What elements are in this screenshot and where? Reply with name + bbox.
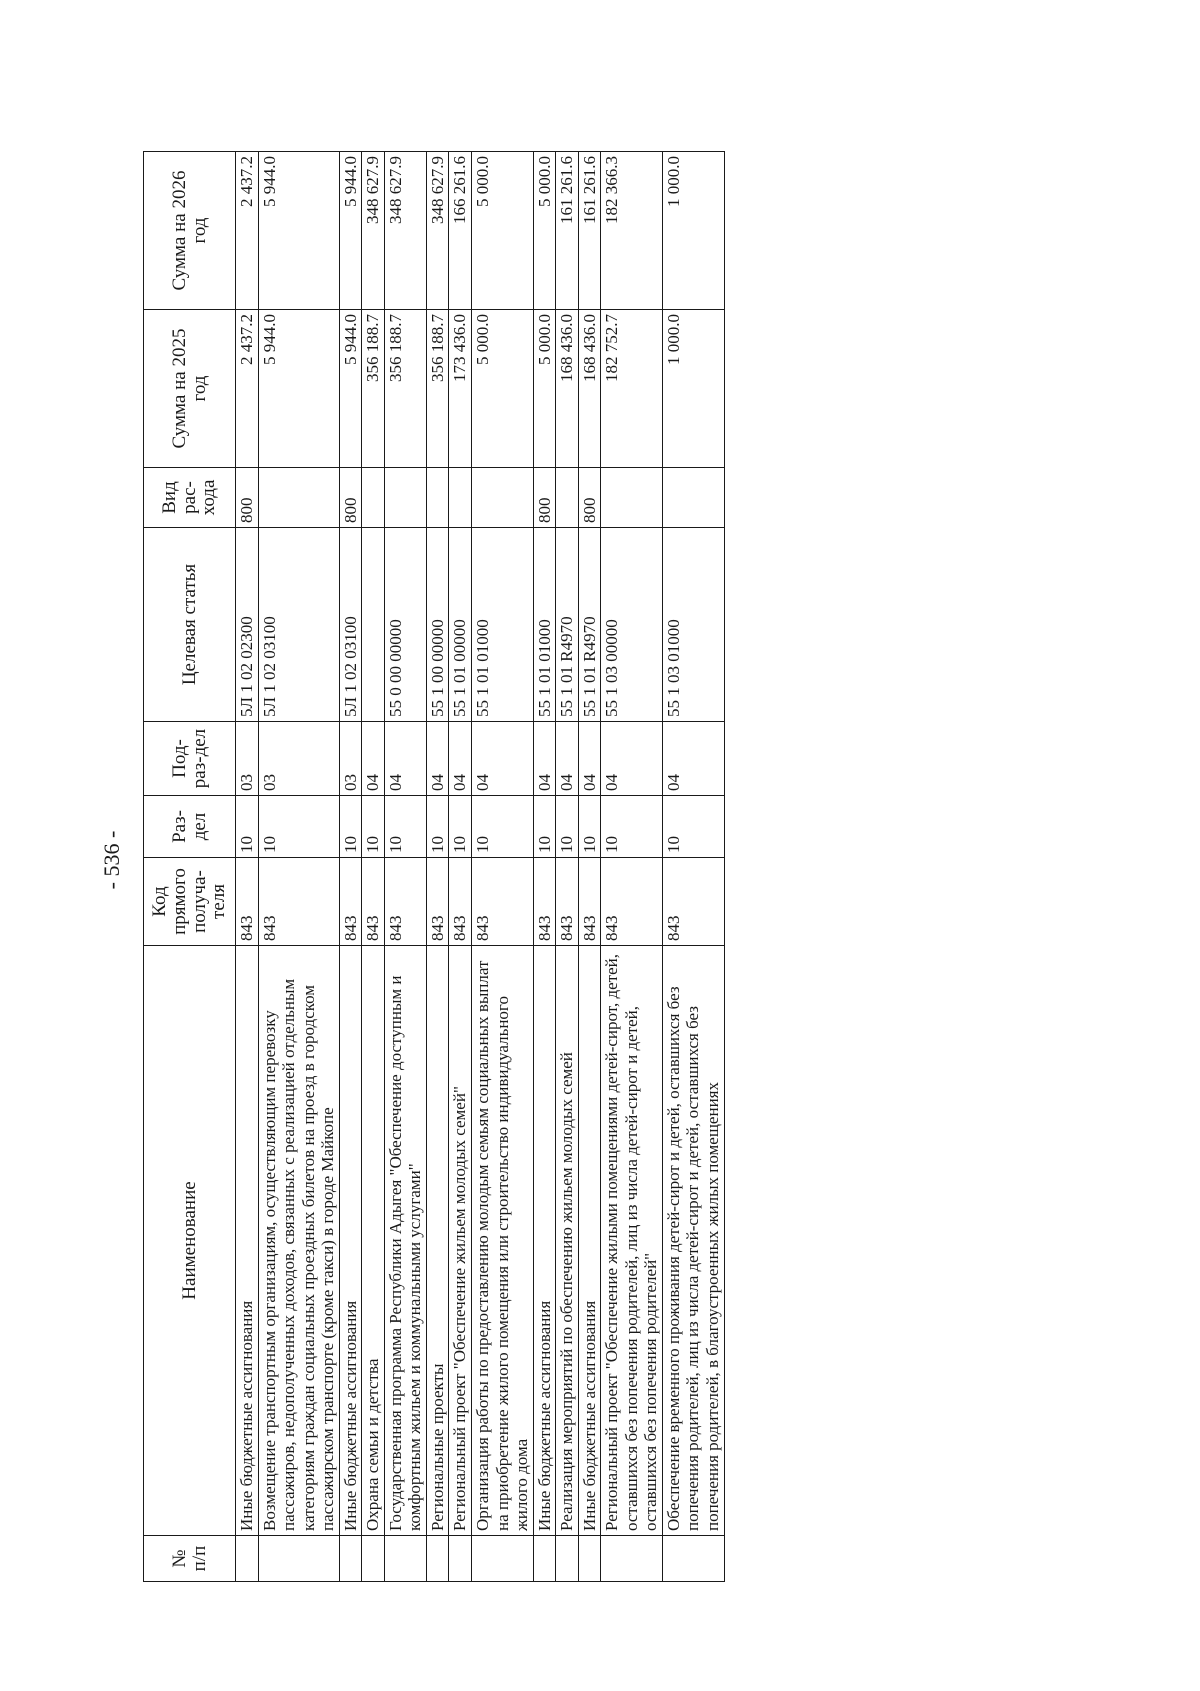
- cell-name: Реализация мероприятий по обеспечению жильем молодых семей: [556, 946, 579, 1536]
- cell-expense: 800: [236, 468, 259, 528]
- header-target: Целевая статья: [144, 528, 236, 722]
- table-row: [384, 152, 426, 1582]
- table-row: [472, 152, 534, 1582]
- cell-num: [258, 1536, 339, 1582]
- cell-sum2025: 356 188.7: [426, 310, 449, 468]
- cell-sum2025: 5 000.0: [533, 310, 556, 468]
- cell-subsection: 04: [449, 722, 472, 796]
- cell-num: [362, 1536, 385, 1582]
- header-sum-2026: Сумма на 2026 год: [144, 152, 236, 310]
- cell-code: 843: [339, 858, 362, 946]
- cell-sum2026: 182 366.3: [601, 152, 663, 310]
- cell-name: Возмещение транспортным организациям, осуществляющим перевозку пассажиров, недополученных доходов, связанных с реализацией отдельным категориям граждан социальных проездных билетов на проезд в городском пассажирском транспорте (кроме такси) в городе Майкопе: [258, 946, 339, 1536]
- cell-num: [556, 1536, 579, 1582]
- cell-name: Региональные проекты: [426, 946, 449, 1536]
- cell-subsection: 04: [578, 722, 601, 796]
- cell-code: 843: [362, 858, 385, 946]
- cell-name: Обеспечение временного проживания детей-сирот и детей, оставшихся без попечения родителей, лиц из числа детей-сирот и детей, оставшихся без попечения родителей, в благоустроенных жилых помещениях: [662, 946, 724, 1536]
- cell-code: 843: [449, 858, 472, 946]
- cell-code: 843: [556, 858, 579, 946]
- cell-section: 10: [662, 796, 724, 858]
- cell-section: 10: [236, 796, 259, 858]
- cell-name: Иные бюджетные ассигнования: [339, 946, 362, 1536]
- cell-sum2026: 348 627.9: [362, 152, 385, 310]
- cell-sum2026: 348 627.9: [384, 152, 426, 310]
- cell-num: [384, 1536, 426, 1582]
- cell-target: 55 1 00 00000: [426, 528, 449, 722]
- cell-sum2026: 5 944.0: [258, 152, 339, 310]
- cell-target: [362, 528, 385, 722]
- cell-section: 10: [339, 796, 362, 858]
- cell-expense: 800: [339, 468, 362, 528]
- cell-sum2025: 182 752.7: [601, 310, 663, 468]
- cell-name: Региональный проект "Обеспечение жильем молодых семей": [449, 946, 472, 1536]
- cell-subsection: 04: [662, 722, 724, 796]
- cell-subsection: 04: [384, 722, 426, 796]
- cell-section: 10: [449, 796, 472, 858]
- cell-sum2025: 173 436.0: [449, 310, 472, 468]
- cell-sum2025: 5 944.0: [339, 310, 362, 468]
- cell-subsection: 04: [426, 722, 449, 796]
- cell-target: 5Л 1 02 03100: [258, 528, 339, 722]
- cell-target: 55 1 03 00000: [601, 528, 663, 722]
- cell-sum2025: 168 436.0: [578, 310, 601, 468]
- cell-sum2025: 5 944.0: [258, 310, 339, 468]
- cell-num: [533, 1536, 556, 1582]
- table-row: [601, 152, 663, 1582]
- cell-target: 55 0 00 00000: [384, 528, 426, 722]
- header-code: Код прямого получа-теля: [144, 858, 236, 946]
- cell-section: 10: [426, 796, 449, 858]
- cell-section: 10: [556, 796, 579, 858]
- table-row: [556, 152, 579, 1582]
- cell-name: Охрана семьи и детства: [362, 946, 385, 1536]
- cell-sum2025: 5 000.0: [472, 310, 534, 468]
- cell-target: 55 1 01 01000: [472, 528, 534, 722]
- table-row: [449, 152, 472, 1582]
- cell-name: Иные бюджетные ассигнования: [533, 946, 556, 1536]
- cell-sum2026: 348 627.9: [426, 152, 449, 310]
- cell-target: 55 1 01 R4970: [556, 528, 579, 722]
- cell-target: 5Л 1 02 02300: [236, 528, 259, 722]
- cell-expense: [662, 468, 724, 528]
- cell-code: 843: [601, 858, 663, 946]
- cell-subsection: 04: [556, 722, 579, 796]
- cell-expense: [426, 468, 449, 528]
- table-row: [578, 152, 601, 1582]
- header-sum-2025: Сумма на 2025 год: [144, 310, 236, 468]
- budget-table: [143, 151, 725, 1582]
- cell-subsection: 03: [236, 722, 259, 796]
- cell-sum2025: 356 188.7: [384, 310, 426, 468]
- cell-num: [662, 1536, 724, 1582]
- cell-code: 843: [578, 858, 601, 946]
- cell-sum2025: 168 436.0: [556, 310, 579, 468]
- cell-section: 10: [362, 796, 385, 858]
- cell-sum2026: 166 261.6: [449, 152, 472, 310]
- table-row: [236, 152, 259, 1582]
- cell-target: 55 1 01 00000: [449, 528, 472, 722]
- cell-section: 10: [258, 796, 339, 858]
- cell-target: 5Л 1 02 03100: [339, 528, 362, 722]
- cell-target: 55 1 01 01000: [533, 528, 556, 722]
- cell-sum2025: 2 437.2: [236, 310, 259, 468]
- cell-num: [339, 1536, 362, 1582]
- cell-expense: [556, 468, 579, 528]
- table-row: [339, 152, 362, 1582]
- cell-sum2026: 1 000.0: [662, 152, 724, 310]
- cell-expense: [472, 468, 534, 528]
- cell-subsection: 04: [533, 722, 556, 796]
- cell-code: 843: [662, 858, 724, 946]
- cell-num: [472, 1536, 534, 1582]
- cell-section: 10: [533, 796, 556, 858]
- cell-expense: [258, 468, 339, 528]
- cell-subsection: 03: [339, 722, 362, 796]
- cell-subsection: 04: [601, 722, 663, 796]
- cell-expense: [449, 468, 472, 528]
- cell-sum2026: 161 261.6: [556, 152, 579, 310]
- cell-code: 843: [472, 858, 534, 946]
- cell-sum2026: 161 261.6: [578, 152, 601, 310]
- cell-code: 843: [236, 858, 259, 946]
- cell-sum2026: 5 000.0: [533, 152, 556, 310]
- cell-name: Государственная программа Республики Адыгея "Обеспечение доступным и комфортным жильем и коммунальными услугами": [384, 946, 426, 1536]
- cell-subsection: 04: [362, 722, 385, 796]
- table-row: [258, 152, 339, 1582]
- table-row: [533, 152, 556, 1582]
- cell-num: [449, 1536, 472, 1582]
- header-section: Раз-дел: [144, 796, 236, 858]
- cell-code: 843: [533, 858, 556, 946]
- header-name: Наименование: [144, 946, 236, 1536]
- cell-sum2025: 356 188.7: [362, 310, 385, 468]
- cell-name: Региональный проект "Обеспечение жилыми помещениями детей-сирот, детей, оставшихся без попечения родителей, лиц из числа детей-сирот и детей, оставшихся без попечения родителей": [601, 946, 663, 1536]
- cell-num: [578, 1536, 601, 1582]
- cell-section: 10: [601, 796, 663, 858]
- cell-sum2026: 2 437.2: [236, 152, 259, 310]
- cell-name: Иные бюджетные ассигнования: [236, 946, 259, 1536]
- cell-expense: 800: [578, 468, 601, 528]
- cell-num: [426, 1536, 449, 1582]
- cell-subsection: 03: [258, 722, 339, 796]
- table-row: [662, 152, 724, 1582]
- page-number: - 536 -: [99, 830, 124, 890]
- rotated-table-container: [143, 152, 1053, 1582]
- table-header-row: [144, 152, 236, 1582]
- cell-section: 10: [384, 796, 426, 858]
- cell-expense: 800: [533, 468, 556, 528]
- header-expense: Вид рас-хода: [144, 468, 236, 528]
- cell-sum2026: 5 000.0: [472, 152, 534, 310]
- header-num: № п/п: [144, 1536, 236, 1582]
- cell-num: [601, 1536, 663, 1582]
- cell-subsection: 04: [472, 722, 534, 796]
- cell-sum2026: 5 944.0: [339, 152, 362, 310]
- cell-num: [236, 1536, 259, 1582]
- cell-expense: [384, 468, 426, 528]
- cell-code: 843: [258, 858, 339, 946]
- cell-name: Организация работы по предоставлению молодым семьям социальных выплат на приобретение жилого помещения или строительство индивидуального жилого дома: [472, 946, 534, 1536]
- header-subsection: Под-раз-дел: [144, 722, 236, 796]
- cell-section: 10: [578, 796, 601, 858]
- cell-expense: [362, 468, 385, 528]
- cell-target: 55 1 03 01000: [662, 528, 724, 722]
- cell-expense: [601, 468, 663, 528]
- cell-target: 55 1 01 R4970: [578, 528, 601, 722]
- table-body: [236, 152, 725, 1582]
- cell-code: 843: [384, 858, 426, 946]
- cell-name: Иные бюджетные ассигнования: [578, 946, 601, 1536]
- table-row: [362, 152, 385, 1582]
- table-row: [426, 152, 449, 1582]
- cell-sum2025: 1 000.0: [662, 310, 724, 468]
- cell-code: 843: [426, 858, 449, 946]
- cell-section: 10: [472, 796, 534, 858]
